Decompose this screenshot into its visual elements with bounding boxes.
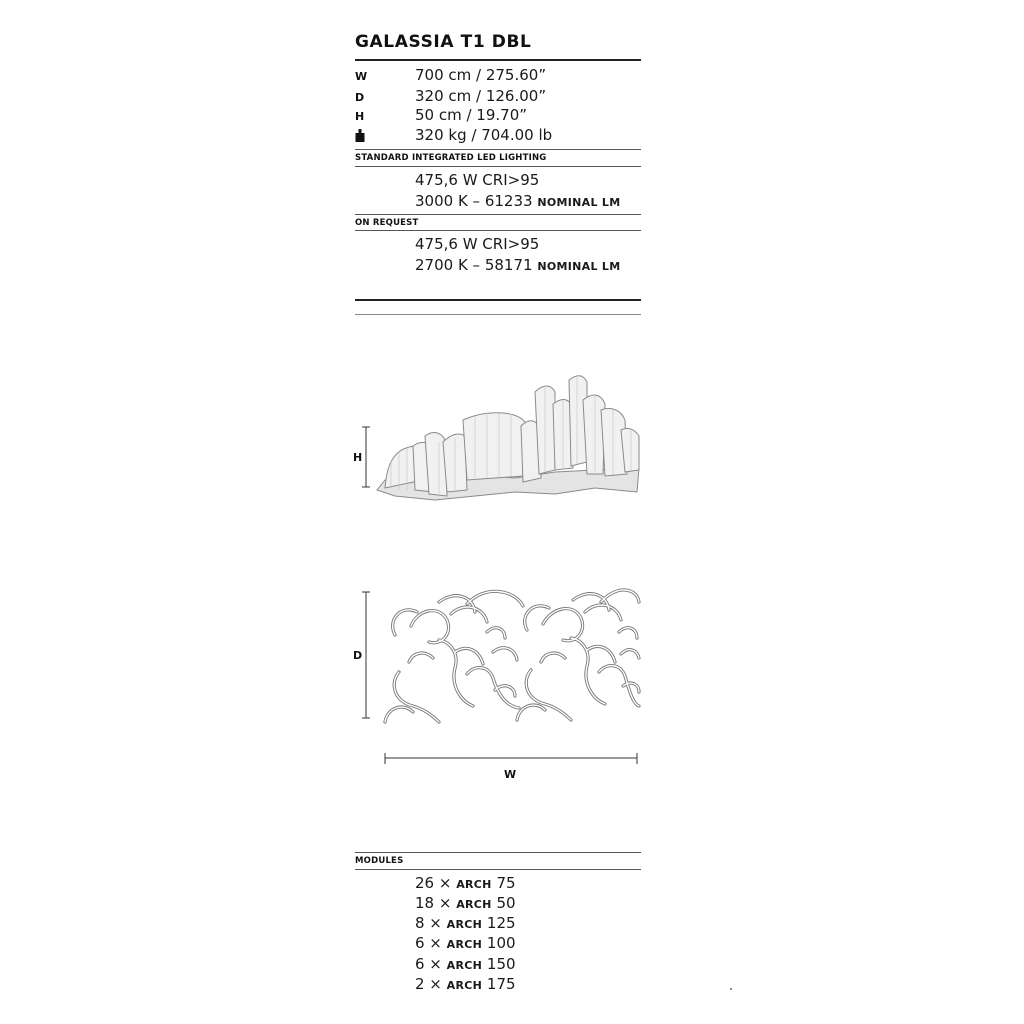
- depth-dimension-line: [362, 592, 370, 718]
- module-count: 18 ×: [415, 894, 452, 912]
- title-divider: [355, 59, 641, 61]
- request-temperature: [415, 256, 620, 274]
- spec-row-height: [355, 106, 641, 126]
- depth-key: D: [355, 91, 365, 104]
- weight-icon: [355, 129, 365, 142]
- module-count: 8 ×: [415, 914, 442, 932]
- width-dimension-label: W: [504, 768, 517, 781]
- weight-value: 320 kg / 704.00 lb: [415, 126, 553, 144]
- module-item: [415, 914, 516, 932]
- divider: [355, 314, 641, 315]
- spec-row-weight: [355, 126, 641, 146]
- module-size: 50: [496, 894, 516, 912]
- module-item: [415, 934, 516, 952]
- module-type: ARCH: [446, 938, 483, 951]
- divider: [355, 214, 641, 215]
- fixture-plan-inner: [385, 590, 639, 722]
- product-title: GALASSIA T1 DBL: [355, 32, 532, 52]
- height-key: H: [355, 110, 365, 123]
- width-value: 700 cm / 275.60”: [415, 66, 547, 84]
- module-item: [415, 894, 516, 912]
- module-type: ARCH: [446, 918, 483, 931]
- divider: [355, 869, 641, 870]
- spec-row-width: [355, 66, 641, 86]
- standard-temperature-unit: NOMINAL LM: [537, 196, 621, 209]
- module-type: ARCH: [456, 878, 492, 891]
- module-item: [415, 975, 516, 993]
- page-dot: [730, 988, 732, 990]
- side-elevation-drawing: [355, 370, 641, 570]
- standard-temperature-value: 3000 K – 61233: [415, 192, 533, 210]
- standard-temperature: [415, 192, 620, 210]
- standard-lighting-heading: STANDARD INTEGRATED LED LIGHTING: [355, 153, 547, 163]
- spec-row-depth: [355, 87, 641, 107]
- request-power: 475,6 W CRI>95: [415, 235, 540, 253]
- request-temperature-unit: NOMINAL LM: [537, 260, 621, 273]
- module-type: ARCH: [446, 959, 483, 972]
- module-size: 150: [486, 955, 516, 973]
- standard-power: 475,6 W CRI>95: [415, 171, 540, 189]
- request-temperature-value: 2700 K – 58171: [415, 256, 533, 274]
- module-item: [415, 874, 516, 892]
- module-size: 100: [486, 934, 516, 952]
- module-count: 26 ×: [415, 874, 452, 892]
- height-dimension-line: [362, 427, 370, 487]
- module-count: 6 ×: [415, 934, 442, 952]
- on-request-heading: ON REQUEST: [355, 218, 419, 228]
- width-dimension-line: [385, 753, 637, 764]
- depth-dimension-label: D: [353, 649, 363, 662]
- height-value: 50 cm / 19.70”: [415, 106, 528, 124]
- depth-value: 320 cm / 126.00”: [415, 87, 547, 105]
- module-size: 125: [486, 914, 516, 932]
- modules-heading: MODULES: [355, 856, 404, 866]
- module-count: 6 ×: [415, 955, 442, 973]
- fixture-side-view: [377, 376, 639, 500]
- module-count: 2 ×: [415, 975, 442, 993]
- module-type: ARCH: [456, 898, 492, 911]
- module-item: [415, 955, 516, 973]
- divider: [355, 149, 641, 150]
- section-divider: [355, 299, 641, 301]
- module-size: 175: [486, 975, 516, 993]
- divider: [355, 166, 641, 167]
- module-size: 75: [496, 874, 516, 892]
- plan-view-drawing: [355, 580, 641, 780]
- height-dimension-label: H: [353, 451, 363, 464]
- divider: [355, 852, 641, 853]
- width-key: W: [355, 70, 368, 83]
- spec-sheet: [355, 0, 641, 1024]
- module-type: ARCH: [446, 979, 483, 992]
- divider: [355, 230, 641, 231]
